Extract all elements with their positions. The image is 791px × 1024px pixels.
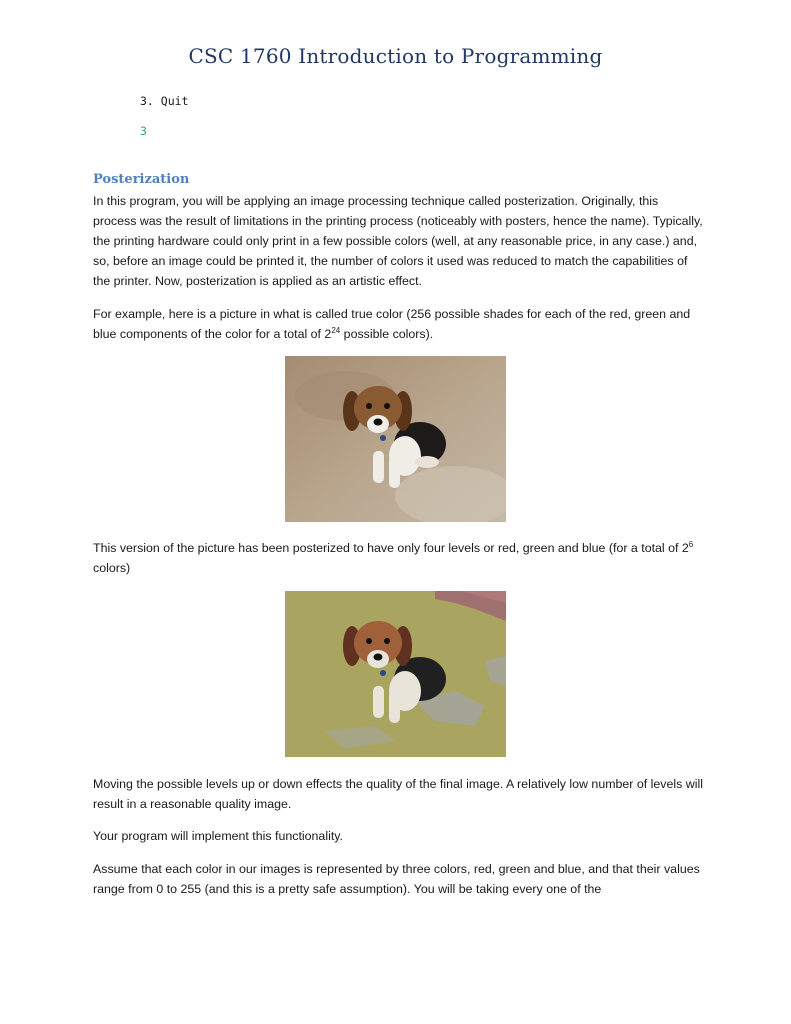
true-color-paragraph [93, 304, 703, 344]
implement-paragraph: Your program will implement this functionality. [93, 829, 343, 843]
posterized-paragraph [93, 538, 703, 578]
menu-option-quit: 3. Quit [140, 94, 189, 108]
posterized-text: This version of the picture has been posterized to have only four levels or red, green and blue (for a total of 2 [93, 541, 689, 555]
user-input-echo: 3 [140, 124, 147, 138]
section-heading: Posterization [93, 172, 190, 187]
true-color-dog-image [285, 356, 506, 522]
true-color-text-end: possible colors). [340, 327, 434, 341]
levels-paragraph: Moving the possible levels up or down effects the quality of the final image. A relatively low number of levels will result in a reasonable quality image. [93, 777, 703, 811]
intro-paragraph: In this program, you will be applying an image processing technique called posterization. Originally, this process was the result of limitations in the printing process (noticeably with posters, hence the name). Typically, the printing hardware could only print in a few possible colors (well, at any reasonable price, in any case.) and, so, before an image could be printed it, the number of colors it used was reduced to match the capabilities of the printer. Now, posterization is applied as an artistic effect. [93, 194, 703, 288]
posterized-dog-image [285, 591, 506, 757]
page-title: CSC 1760 Introduction to Programming [188, 44, 603, 68]
true-color-text: For example, here is a picture in what is called true color (256 possible shades for each of the red, green and blue components of the color for a total of 2 [93, 307, 691, 341]
exponent-24: 24 [331, 326, 341, 335]
posterized-text-end: colors) [93, 561, 131, 575]
exponent-6: 6 [688, 540, 694, 549]
assume-paragraph: Assume that each color in our images is represented by three colors, red, green and blue, and that their values range from 0 to 255 (and this is a pretty safe assumption). You will be taking every one of the [93, 862, 700, 896]
